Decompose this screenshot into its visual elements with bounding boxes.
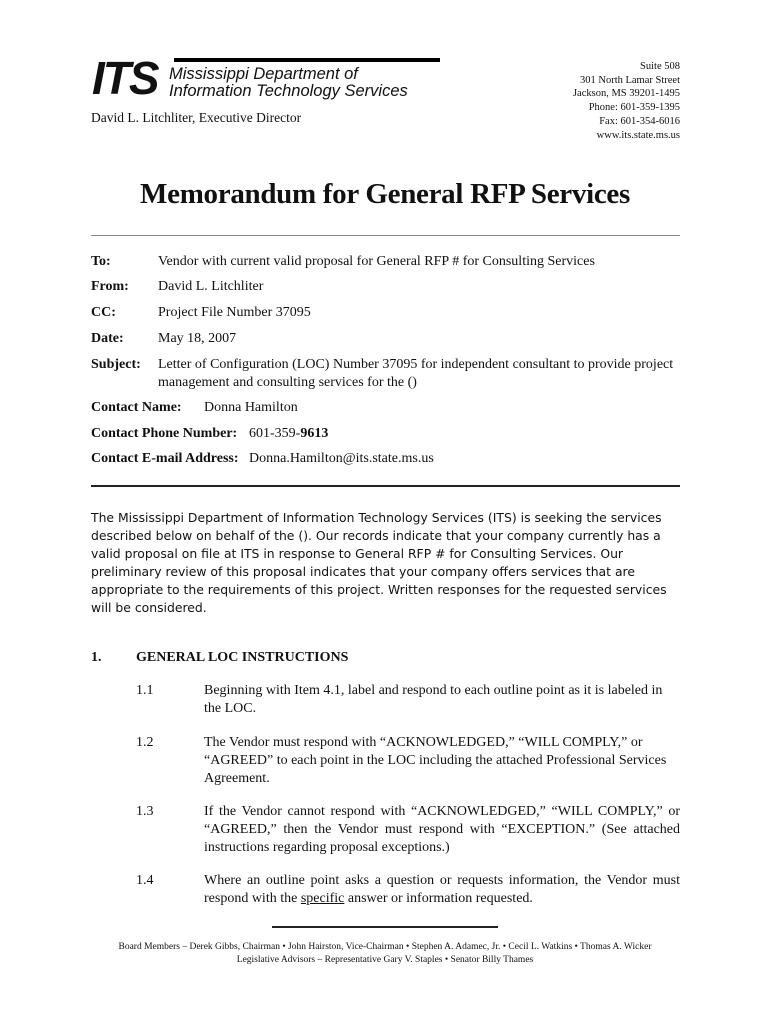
address-website: www.its.state.ms.us xyxy=(596,129,680,141)
contact-email-label: Contact E-mail Address: xyxy=(91,451,239,466)
title-divider xyxy=(91,235,680,236)
logo-mark: ITS xyxy=(92,52,158,104)
intro-paragraph: The Mississippi Department of Information Technology Services (ITS) is seeking the services described below on behalf of the (). Our records indicate that your company currently has a valid proposal on file at ITS in response to General RFP # for Consulting Services. Our preliminary review of this proposal indicates that your company offers services that are appropriate to the requirements of this project. Written responses for the requested services will be considered. xyxy=(91,510,667,615)
address-block xyxy=(573,60,680,142)
address-phone: Phone: 601-359-1395 xyxy=(588,102,680,114)
contact-phone-value xyxy=(249,425,328,443)
header-divider xyxy=(91,485,680,487)
to-label: To: xyxy=(91,254,111,269)
footer-legislative-advisors: Legislative Advisors – Representative Gary V. Staples • Senator Billy Thames xyxy=(236,955,534,965)
from-label: From: xyxy=(91,279,129,294)
item-text: Beginning with Item 4.1, label and respond to each outline point as it is labeled in the LOC. xyxy=(204,683,663,716)
item-text: The Vendor must respond with “ACKNOWLEDGED,” “WILL COMPLY,” or “AGREED” to each point in the LOC including the attached Professional Services Agreement. xyxy=(204,735,667,786)
memo-title: Memorandum for General RFP Services xyxy=(140,178,630,210)
from-value: David L. Litchliter xyxy=(158,279,264,294)
cc-label: CC: xyxy=(91,305,116,320)
cc-value: Project File Number 37095 xyxy=(158,305,311,320)
subject-label: Subject: xyxy=(91,357,141,372)
contact-phone-suffix: 9613 xyxy=(300,426,329,441)
footer-divider xyxy=(272,926,498,928)
item-number: 1.2 xyxy=(136,735,154,750)
item-text xyxy=(204,872,680,908)
item-number: 1.1 xyxy=(136,683,154,698)
item-text-after: answer or information requested. xyxy=(344,891,533,906)
org-name-line1: Mississippi Department of xyxy=(169,65,358,83)
its-logo xyxy=(92,52,440,104)
item-text-before: Where an outline point asks a question or requests information, the Vendor must respond with the xyxy=(204,873,680,906)
item-text-underlined: specific xyxy=(300,891,345,906)
item-number: 1.3 xyxy=(136,804,154,819)
footer-board-members: Board Members – Derek Gibbs, Chairman • John Hairston, Vice-Chairman • Stephen A. Adamec, Jr. • Cecil L. Watkins • Thomas A. Wicker xyxy=(118,942,652,952)
item-text: If the Vendor cannot respond with “ACKNOWLEDGED,” “WILL COMPLY,” or “AGREED,” then the Vendor must respond with “EXCEPTION.” (See attached instructions regarding proposal exceptions.) xyxy=(204,804,680,855)
subject-line-2: management and consulting services for the () xyxy=(158,375,417,390)
org-name-line2: Information Technology Services xyxy=(169,82,408,100)
section-number: 1. xyxy=(91,650,102,665)
footer xyxy=(0,941,770,967)
date-value: May 18, 2007 xyxy=(158,331,237,346)
logo-bar xyxy=(174,58,440,62)
to-value: Vendor with current valid proposal for General RFP # for Consulting Services xyxy=(158,254,595,269)
subject-line-1: Letter of Configuration (LOC) Number 37095 for independent consultant to provide project xyxy=(158,357,674,372)
date-label: Date: xyxy=(91,331,124,346)
executive-director: David L. Litchliter, Executive Director xyxy=(91,110,302,125)
contact-phone-prefix: 601-359- xyxy=(249,426,301,441)
address-suite: Suite 508 xyxy=(640,61,680,72)
contact-name-value: Donna Hamilton xyxy=(204,400,298,415)
contact-email-value: Donna.Hamilton@its.state.ms.us xyxy=(249,451,434,466)
section-title: GENERAL LOC INSTRUCTIONS xyxy=(136,650,349,665)
contact-phone-label: Contact Phone Number: xyxy=(91,426,238,441)
contact-name-label: Contact Name: xyxy=(91,400,182,415)
item-number: 1.4 xyxy=(136,873,154,888)
address-city: Jackson, MS 39201-1495 xyxy=(572,88,680,100)
address-fax: Fax: 601-354-6016 xyxy=(599,115,680,127)
address-street: 301 North Lamar Street xyxy=(579,74,680,86)
